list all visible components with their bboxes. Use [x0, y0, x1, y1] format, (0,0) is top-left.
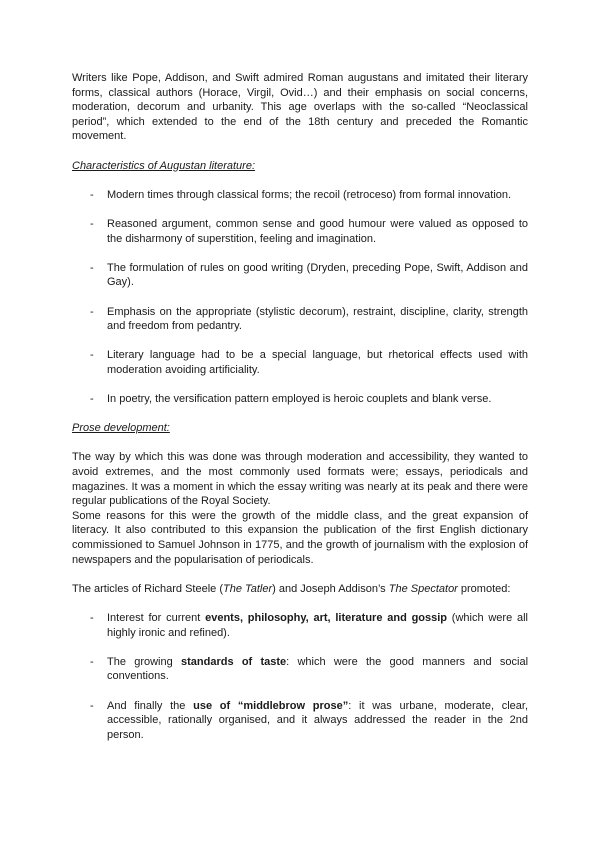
prose-list	[72, 611, 528, 742]
prose-paragraph-2: Some reasons for this were the growth of the middle class, and the great expansion of literacy. It also contributed to this expansion the publication of the first English dictionary commissioned to Samuel Johnson in 1775, and the growth of journalism with the explosion of newspapers and the popularisation of periodicals.	[72, 509, 528, 566]
dash-bullet: -	[90, 188, 94, 201]
list-item: - Literary language had to be a special language, but rhetorical effects used with moderation avoiding artificiality.	[90, 349, 528, 376]
articles-paragraph: The articles of Richard Steele (The Tatler) and Joseph Addison’s The Spectator promoted:	[72, 582, 511, 595]
document-content	[72, 71, 528, 757]
characteristics-list	[72, 188, 528, 407]
spectator-title: The Spectator	[388, 582, 458, 595]
prose-heading: Prose development:	[72, 422, 170, 435]
dash-bullet: -	[90, 261, 94, 274]
list-item: - And finally the use of “middlebrow prose”: it was urbane, moderate, clear, accessible, rationally organised, and it always addressed the reader in the 2nd person.	[90, 699, 529, 741]
list-item: - Reasoned argument, common sense and good humour were valued as opposed to the disharmony of superstition, feeling and imagination.	[90, 217, 528, 245]
dash-bullet: -	[90, 655, 94, 668]
list-item: - The growing standards of taste: which were the good manners and social conventions.	[90, 655, 529, 683]
tatler-title: The Tatler	[223, 582, 273, 595]
list-item: - In poetry, the versification pattern employed is heroic couplets and blank verse.	[90, 393, 492, 406]
list-item: - Interest for current events, philosophy, art, literature and gossip (which were all highly ironic and refined).	[90, 611, 528, 639]
dash-bullet: -	[90, 217, 94, 230]
dash-bullet: -	[90, 305, 94, 318]
characteristics-heading: Characteristics of Augustan literature:	[72, 159, 256, 172]
dash-bullet: -	[90, 349, 94, 362]
list-item: - Modern times through classical forms; the recoil (retroceso) from formal innovation.	[90, 188, 512, 201]
dash-bullet: -	[90, 699, 94, 712]
intro-paragraph: Writers like Pope, Addison, and Swift admired Roman augustans and imitated their literary forms, classical authors (Horace, Virgil, Ovid…) and their emphasis on social concerns, moderation, decorum and urbanity. This age overlaps with the so-called “Neoclassical period”, which extended to the end of the 18th century and preceded the Romantic movement.	[72, 72, 528, 143]
dash-bullet: -	[90, 393, 94, 406]
list-item: - Emphasis on the appropriate (stylistic decorum), restraint, discipline, clarity, strength and freedom from pedantry.	[90, 305, 528, 333]
dash-bullet: -	[90, 611, 94, 624]
list-item: - The formulation of rules on good writing (Dryden, preceding Pope, Swift, Addison and Gay).	[90, 261, 528, 289]
prose-paragraph-1: The way by which this was done was through moderation and accessibility, they wanted to avoid extremes, and the most commonly used formats were; essays, periodicals and magazines. It was a moment in which the essay writing was nearly at its peak and there were regular publications of the Royal Society.	[72, 451, 528, 508]
